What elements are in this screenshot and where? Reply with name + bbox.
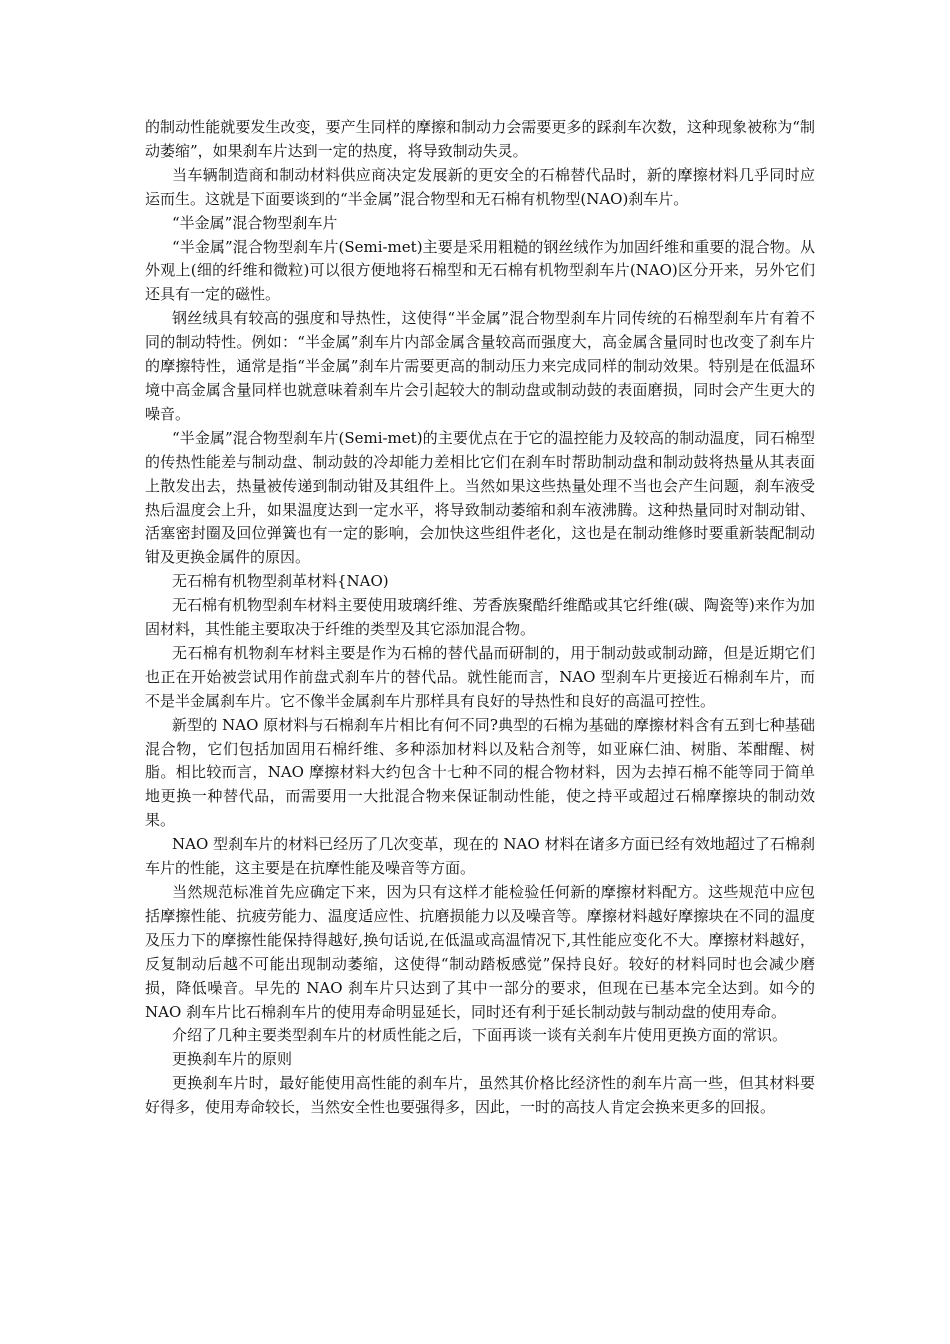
paragraph: 新型的 NAO 原材料与石棉刹车片相比有何不同?典型的石棉为基础的摩擦材料含有五到七种基础混合物，它们包括加固用石棉纤维、多种添加材料以及粘合剂等，如亚麻仁油、树脂、苯酣醒、树脂。相比较而言，NAO 摩擦材料大约包含十七种不同的棍合物材料，因为去掉石棉不能等同于简单地更换一种替代品，而需要用一大批混合物来保证制动性能，使之持平或超过石棉摩擦块的制动效果。 — [145, 715, 815, 830]
section-heading-nao: 无石棉有机物型刹革材料{NAO) — [172, 572, 389, 591]
paragraph: NAO 型刹车片的材料已经历了几次变革，现在的 NAO 材料在诸多方面已经有效地超过了石棉刹车片的性能，这主要是在抗摩性能及噪音等方面。 — [145, 835, 815, 878]
paragraph: 无石棉有机物型刹车材料主要使用玻璃纤维、芳香族聚酷纤维酷或其它纤维(碳、陶瓷等)来作为加固材料，其性能主要取决于纤维的类型及其它添加混合物。 — [145, 596, 815, 639]
section-heading-semi-metallic: “半金属”混合物型刹车片 — [172, 213, 338, 232]
document-body — [145, 116, 815, 1120]
paragraph-continuation: 的制动性能就要发生改变，要产生同样的摩擦和制动力会需要更多的踩刹车次数，这种现象被称为“制动萎缩”，如果刹车片达到一定的热度，将导致制动失灵。 — [145, 118, 815, 160]
paragraph: “半金属”混合物型刹车片(Semi-met)主要是采用粗糙的钢丝绒作为加固纤维和重要的混合物。从外观上(细的纤维和微粒)可以很方便地将石棉型和无石棉有机物型刹车片(NAO)区分开来，另外它们还具有一定的磁性。 — [145, 237, 815, 304]
paragraph: 无石棉有机物刹车材料主要是作为石棉的替代晶而研制的，用于制动鼓或制动蹄，但是近期它们也正在开始被尝试用作前盘式刹车片的替代品。就性能而言，NAO 型刹车片更接近石棉刹车片，而不是半金属刹车片。它不像半金属刹车片那样具有良好的导热性和良好的高温可控性。 — [145, 643, 815, 710]
paragraph: 当然规范标准首先应确定下来，因为只有这样才能检验任何新的摩擦材料配方。这些规范中应包括摩擦性能、抗疲劳能力、温度适应性、抗磨损能力以及噪音等。摩擦材料越好摩擦块在不同的温度及压力下的摩擦性能保持得越好,换句话说,在低温或高温情况下,其性能应变化不大。摩擦材料越好，反复制动后越不可能出现制动萎缩，这使得“制动踏板感觉”保持良好。较好的材料同时也会减少磨损，降低噪音。早先的 NAO 刹车片只达到了其中一部分的要求，但现在已基本完全达到。如今的 NAO 刹车片比石棉刹车片的使用寿命明显延长，同时还有利于延长制动鼓与制动盘的使用寿命。 — [145, 883, 815, 1021]
paragraph: “半金属”混合物型刹车片(Semi-met)的主要优点在于它的温控能力及较高的制动温度，同石棉型的传热性能差与制动盘、制动鼓的冷却能力差相比它们在刹车时帮助制动盘和制动鼓将热量从其表面上散发出去，热量被传递到制动钳及其组件上。当然如果这些热量处理不当也会产生问题，刹车液受热后温度会上升，如果温度达到一定水平，将导致制动萎缩和刹车液沸腾。这种热量同时对制动钳、活塞密封圈及回位弹簧也有一定的影响，会加快这些组件老化，这也是在制动维修时要重新装配制动钳及更换金属件的原因。 — [145, 428, 815, 567]
paragraph: 更换刹车片时，最好能使用高性能的刹车片，虽然其价格比经济性的刹车片高一些，但其材料要好得多，使用寿命较长，当然安全性也要强得多，因此，一时的高技人肯定会换来更多的回报。 — [145, 1074, 815, 1117]
paragraph: 钢丝绒具有较高的强度和导热性，这使得“半金属”混合物型刹车片同传统的石棉型刹车片有着不同的制动特性。例如：“半金属”刹车片内部金属含量较高而强度大，高金属含量同时也改变了刹车片的摩擦特性，通常是指“半金属”刹车片需要更高的制动压力来完成同样的制动效果。特别是在低温环境中高金属含量同样也就意味着刹车片会引起较大的制动盘或制动鼓的表面磨损，同时会产生更大的噪音。 — [145, 309, 815, 423]
paragraph: 介绍了几种主要类型刹车片的材质性能之后，下面再谈一谈有关刹车片使用更换方面的常识。 — [172, 1026, 788, 1045]
section-heading-replacement: 更换刹车片的原则 — [172, 1050, 293, 1069]
paragraph: 当车辆制造商和制动材料供应商决定发展新的更安全的石棉替代品时，新的摩擦材料几乎同时应运而生。这就是下面要谈到的“半金属”混合物型和无石棉有机物型(NAO)刹车片。 — [145, 165, 815, 208]
